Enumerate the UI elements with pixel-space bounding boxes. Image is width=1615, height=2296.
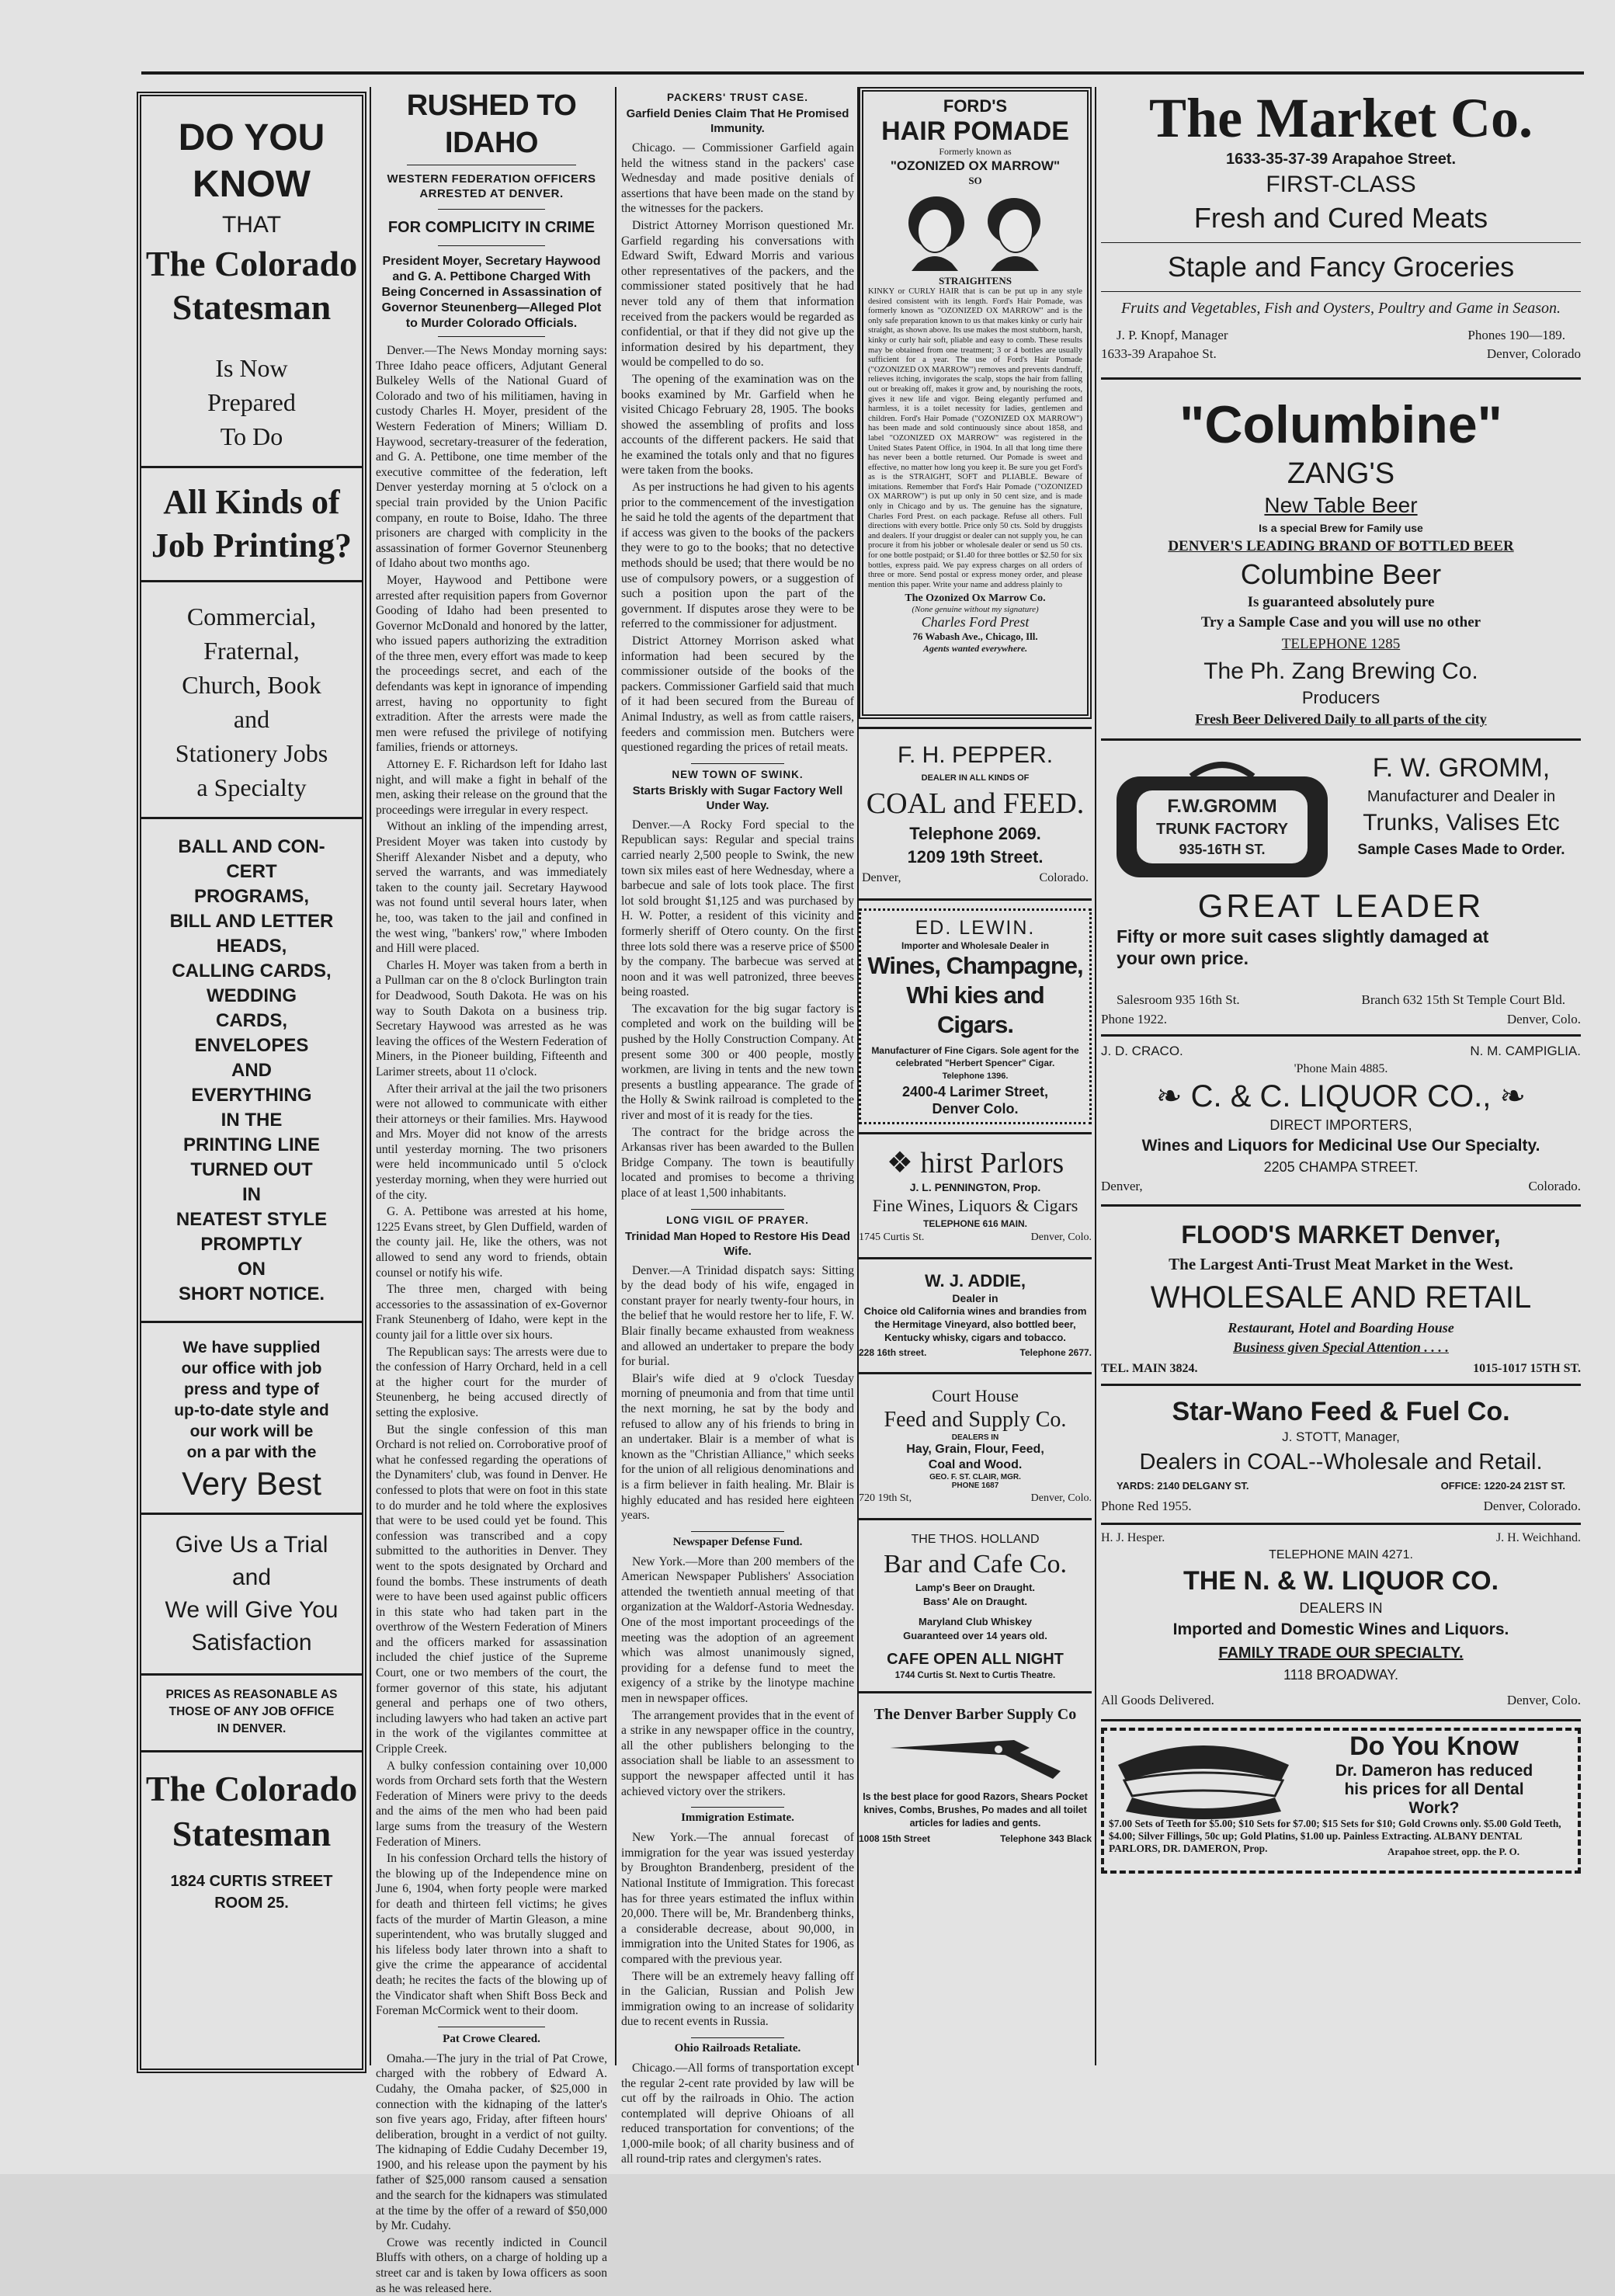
printing-list (141, 835, 362, 1307)
pat-crowe-body (376, 2051, 607, 2296)
court-line-1: Hay, Grain, Flour, Feed, (906, 1443, 1044, 1456)
pepper-ad (859, 737, 1092, 891)
star-manager: J. STOTT, Manager, (1282, 1429, 1400, 1444)
dentures-icon (1110, 1734, 1297, 1819)
cc-title: C. & C. LIQUOR CO., (1190, 1079, 1492, 1113)
flood-restaurant: Restaurant, Hotel and Boarding House (1228, 1320, 1454, 1336)
pepper-dealer: DEALER IN ALL KINDS OF (921, 773, 1030, 783)
nw-dealers: DEALERS IN (1299, 1600, 1383, 1616)
market-phones: Phones 190—189. (1467, 328, 1565, 342)
address-1: 1824 CURTIS STREET (170, 1873, 333, 1890)
dental-body-3: Work? (1408, 1799, 1460, 1817)
thirst-city: Denver, Colo. (1030, 1231, 1092, 1243)
article-rushed-to-idaho (376, 87, 607, 2295)
fords-body: KINKY or CURLY HAIR that is can be put up in any style desired consistent with its length. Ford's Hair Pomade, was formerly known as "OZONIZED OX MARROW" and is the only safe preparation known to us that makes kinky or curly hair straight, as shown above. Its use makes the most stubborn, harsh, kinky or curly hair soft, pliable and easy to comb. These results may be obtained from one treatment; 3 or 4 bottles are usually sufficient for a year. The use of Ford's Hair Pomade ("OZONIZED OX MARROW") removes and prevents dandruff, relieves itching, invigorates the scalp, stops the hair from falling out or breaking off, makes it grow and, by nourishing the roots, gives it new life and vigor. Being elegantly perfumed and harmless, it is a toilet necessity for ladies, gentlemen and children. Ford's Hair Pomade ("OZONIZED OX MARROW") has been made and sold continuously since about 1858, and label "OZONIZED OX MARROW" was registered in the United States Patent Office, in 1904. In all that long time there has never been a bottle returned. Our Pomade is sweet and effective, no matter how long you keep it. Be sure you get Ford's as is the STRAIGHT, SOFT and PLIABLE. Beware of imitations. Remember that Ford's Hair Pomade ("OZONIZED OX MARROW") is put up only in 50 cent size, and is made only in Chicago and by us. The genuine has the signature, Charles Ford Prest. on each package. Refuse all others. Full directions with every bottle. Price only 50 cts. Sold by druggists and dealers. If your druggist or dealer can not supply you, he can procure it from his jobber or wholesale dealer or send us 50 cts. for one bottle postpaid; or $1.40 for three bottles or $2.50 for six bottles, express paid. We pay express charges on all orders of three or more. Send postal or express money order, and please mention this paper. Write your name and address plainly to (868, 287, 1082, 589)
article-paragraph: Without an inkling of the impending arrest, President Moyer was taken into custody by Sheriff Alexander Nisbet and a deputy, who served the warrants, and was immediately taken to the county jail. Secretary Haywood was not found until several hours later, when he, too, was taken to the jail and confined in the west wing, "bankers' row," where Imboden and Hill were placed. (376, 820, 607, 956)
barber-title: The Denver Barber Supply Co (873, 1706, 1077, 1723)
gromm-sample: Sample Cases Made to Order. (1357, 842, 1565, 858)
immigration-head: Immigration Estimate. (681, 1811, 794, 1825)
gromm-branch: Branch 632 15th St Temple Court Bld. (1361, 992, 1565, 1007)
article-paragraph: The excavation for the big sugar factory is completed and work on the building will be pushed by the Holly Construction Company. At present some 300 or 400 people, mostly workmen, are living in tents and the new town presents a bustling appearance. The grade of the Holly & Swink railroad is completed to the river and most of it is ready for the ties. (621, 1002, 854, 1123)
packers-head: PACKERS' TRUST CASE. (667, 92, 808, 103)
statesman-name-2: Statesman (172, 1814, 332, 1853)
court-line-2: Coal and Wood. (928, 1458, 1023, 1471)
printing-list-item: PROMPTLY (200, 1234, 303, 1255)
columbine-beer: Columbine Beer (1240, 558, 1442, 590)
star-title: Star-Wano Feed & Fuel Co. (1172, 1397, 1510, 1426)
article-paragraph: The arrangement provides that in the event of a strike in any newspaper office in the country, all the other publishers belonging to the association shall be liable to an assessment to support the newspaper affected until it has achieved victory over the strikers. (621, 1708, 854, 1798)
printing-list-item: BALL AND CON- (178, 836, 325, 857)
holland-line-2: Bass' Ale on Draught. (922, 1596, 1028, 1607)
article-paragraph: After their arrival at the jail the two prisoners were not allowed to communicate with either their attorneys or their families. Mrs. Haywood and Mrs. Moyer did not know of the arrests until yesterday morning. The two prisoners were held incommunicado until 5 o'clock yesterday morning, when they were hurried out of the city. (376, 1082, 607, 1202)
gromm-name: F. W. GROMM, (1372, 753, 1551, 783)
cc-liquor-ad (1101, 1041, 1581, 1197)
article-paragraph: As per instructions he had given to his agents prior to the commencement of the investigation he said he told the agents of the department that if access was given to the books of the packers they were to go to the books; that no detective methods should be used; that there would be no use of compulsory powers, or a suggestion of such a position upon the part of the government. If disputes arose they were to be referred to the commissioner for adjustment. (621, 481, 854, 631)
printing-list-item: CALLING CARDS, (172, 960, 332, 981)
holland-address: 1744 Curtis St. Next to Curtis Theatre. (894, 1671, 1056, 1680)
zang-company: The Ph. Zang Brewing Co. (1203, 658, 1478, 684)
article-paragraph: A bulky confession containing over 10,000 words from Orchard sets forth that the Western Federation of Miners were privy to the deeds and the aims of the men who had been paid large sums from the treasury of the Western Federation of Miners. (376, 1759, 607, 1849)
lewin-whiskies: Whi kies and (906, 981, 1044, 1009)
body-text (376, 343, 607, 2019)
article-paragraph: The Republican says: The arrests were due to the confession of Harry Orchard, held in a cell at the higher court for the murder of Steunenberg, he being accused directly of setting the explosive. (376, 1345, 607, 1419)
is-now: Is Now (215, 354, 288, 382)
article-paragraph: The opening of the examination was on the books examined by Mr. Garfield when he visited Chicago February 28, 1905. The books showed the assembling of profits and loss accounts of the different packers. He said that he examined the totals only and that no figures were taken from the books. (621, 372, 854, 478)
zang-producers: Producers (1301, 688, 1381, 707)
new-table-beer: New Table Beer (1264, 493, 1418, 517)
printing-list-item: HEADS, (216, 936, 287, 957)
supplied-3: press and type of (184, 1381, 319, 1398)
statesman-name-1: The Colorado (145, 1769, 358, 1808)
deck-1: WESTERN FEDERATION OFFICERS ARRESTED AT DENVER. (387, 172, 596, 200)
lewin-street: 2400-4 Larimer Street, (901, 1084, 1049, 1099)
nw-name-1: H. J. Hesper. (1101, 1531, 1165, 1544)
fraternal: Fraternal, (203, 637, 300, 665)
fords-so: SO (968, 175, 982, 186)
fords-ox: "OZONIZED OX MARROW" (890, 158, 1061, 173)
top-rule (141, 71, 1584, 75)
a-specialty: a Specialty (196, 773, 307, 801)
flood-title: FLOOD'S MARKET Denver, (1181, 1221, 1501, 1249)
nw-title: THE N. & W. LIQUOR CO. (1183, 1566, 1499, 1596)
article-paragraph: There will be an extremely heavy falling off in the Galician, Russian and Polish Jew immigration owing to an increase of solidarity due to recent events in Russia. (621, 1969, 854, 2029)
ads-column-4 (859, 87, 1092, 2063)
star-phone: Phone Red 1955. (1101, 1499, 1192, 1513)
packers-sub: Garfield Denies Claim That He Promised Immunity. (626, 107, 849, 135)
fords-agents: Agents wanted everywhere. (922, 643, 1028, 655)
cc-name-2: N. M. CAMPIGLIA. (1470, 1044, 1581, 1058)
court-mgr: GEO. F. ST. CLAIR, MGR. (929, 1473, 1021, 1481)
barber-tel: Telephone 343 Black (1000, 1833, 1092, 1844)
swink-sub: Starts Briskly with Sugar Factory Well Under Way. (632, 783, 843, 812)
flood-tel: TEL. MAIN 3824. (1101, 1362, 1198, 1375)
printing-list-item: SHORT NOTICE. (178, 1283, 325, 1304)
star-office: OFFICE: 1220-24 21ST ST. (1440, 1480, 1565, 1492)
fords-signature: Charles Ford Prest (921, 614, 1030, 630)
addie-dealer: Dealer in (952, 1292, 999, 1304)
vigil-sub: Trinidad Man Hoped to Restore His Dead Wife. (624, 1229, 851, 1258)
nw-telephone: TELEPHONE MAIN 4271. (1269, 1548, 1413, 1561)
fords-formerly: Formerly known as (939, 146, 1012, 157)
thirst-fine: Fine Wines, Liquors & Cigars (872, 1196, 1078, 1215)
court-dealers: DEALERS IN (951, 1433, 999, 1442)
gromm-ad (1101, 750, 1581, 991)
zang-beer-ad (1101, 394, 1581, 729)
thirst-parlors-ad (859, 1142, 1092, 1249)
fords-title-1: FORD'S (943, 96, 1008, 116)
printing-list-item: TURNED OUT (190, 1159, 313, 1180)
star-city: Denver, Colorado. (1483, 1499, 1581, 1513)
satisfaction: Satisfaction (191, 1630, 312, 1655)
pat-crowe-head: Pat Crowe Cleared. (443, 2032, 540, 2045)
printing-list-item: NEATEST STYLE (175, 1209, 328, 1230)
nw-name-2: J. H. Weichhand. (1495, 1531, 1581, 1544)
article-paragraph: Denver.—The News Monday morning says: Three Idaho peace officers, Adjutant General Bulkeley Wells of the National Guard of Colorado and two of his militiamen, having in custody Charles H. Moyer, president of the Western Federation of Miners; William D. Haywood, secretary-treasurer of the federation, and G. A. Pettibone, one time member of the executive committee of the federation, left Denver yesterday morning at 5 o'clock on a special train provided by the Union Pacific company, en route to Boise, Idaho. The three prisoners are charged with complicity in the assassination of former Governor Steunenberg of Idaho about two months ago. (376, 344, 607, 571)
gromm-mfr: Manufacturer and Dealer in (1367, 788, 1556, 805)
razor-icon (874, 1725, 1076, 1787)
trunk-icon (1106, 753, 1339, 885)
article-paragraph: The three men, charged with being accessories to the assassination of ex-Governor Frank Steunenberg of Idaho, were kept in the county jail for a little over six hours. (376, 1283, 607, 1342)
flood-wholesale: WHOLESALE AND RETAIL (1150, 1280, 1532, 1315)
ads-column-5 (1101, 87, 1581, 2063)
supplied-1: We have supplied (182, 1339, 321, 1356)
star-wano-ad (1101, 1395, 1581, 1518)
ornament-right-icon: ❧ (1499, 1079, 1526, 1113)
printing-list-item: IN THE (221, 1110, 283, 1131)
fords-note: (None genuine without my signature) (912, 605, 1039, 615)
holland-ad (859, 1528, 1092, 1683)
fords-portraits (874, 187, 1076, 271)
article-paragraph: Chicago. — Commissioner Garfield again held the witness stand in the packers' case Wednesday and made positive denials of assertions that have been made on the stand by the witnesses for the packers. (621, 141, 854, 216)
gromm-trunks: Trunks, Valises Etc (1363, 810, 1560, 835)
cc-street: 2205 CHAMPA STREET. (1263, 1159, 1419, 1175)
gromm-price: your own price. (1117, 948, 1249, 968)
to-do: To Do (220, 422, 283, 450)
ornament-left-icon: ❧ (1156, 1079, 1183, 1113)
lewin-city: Denver Colo. (932, 1101, 1019, 1117)
flood-business: Business given Special Attention . . . . (1233, 1339, 1449, 1355)
nw-family: FAMILY TRADE OUR SPECIALTY. (1218, 1645, 1464, 1662)
prices-3: IN DENVER. (217, 1722, 287, 1735)
trunk-label-1: F.W.GROMM (1167, 796, 1277, 817)
statesman-ad (137, 92, 366, 2073)
very-best: Very Best (182, 1465, 321, 1502)
holland-line-4: Guaranteed over 14 years old. (903, 1630, 1047, 1641)
article-paragraph: But the single confession of this man Orchard is not relied on. Corroborative proof of what he confessed regarding the operations of the Dynamiters' club, was found in Denver. He confessed to plots that were on foot in this state to do murder and he told where the explosives that were to be used could yet be found. This confession was transcribed and a copy submitted to the authorities in Denver. They went to the spots designated by Orchard and found the bombs. These instruments of death were to have been used against public officers in this state who had taken part in the overthrow of the Western Federation of Miners and the officers marked for assassination included the chief justice of the Supreme Court, one or two members of the court, the former governor of this state, his adjutant general and perhaps one of two others, including lawyers who had taken an active part in the work of the vigilantes committee at Cripple Creek. (376, 1422, 607, 1756)
article-paragraph: Denver.—A Trinidad dispatch says: Sitting by the dead body of his wife, engaged in constant prayer for nearly twenty-four hours, in the belief that he would restore her to life, F. W. Blair finally became exhausted from weakness and allowed an undertaker to prepare the body for burial. (621, 1263, 854, 1369)
barber-supply-ad (859, 1701, 1092, 1850)
supplied-6: on a par with the (186, 1443, 317, 1461)
stationery-jobs: Stationery Jobs (175, 739, 328, 767)
will-give: We will Give You (165, 1597, 339, 1623)
market-address-2: 1633-39 Arapahoe St. (1101, 346, 1217, 361)
gromm-fifty: Fifty or more suit cases slightly damaged at (1117, 926, 1489, 947)
star-yards: YARDS: 2140 DELGANY ST. (1117, 1480, 1249, 1492)
prepared: Prepared (207, 388, 296, 416)
printing-list-item: IN (242, 1184, 261, 1205)
addie-address: 228 16th street. (859, 1347, 927, 1358)
market-co-ad (1101, 87, 1581, 363)
printing-list-item: PROGRAMS, (193, 886, 309, 907)
woman-portrait-1 (908, 196, 964, 271)
dental-prices: $7.00 Sets of Teeth for $5.00; $10 Sets for $7.00; $15 Sets for $10; Gold Crowns only. $5.00 Gold Teeth, $4.00; Silver Fillings, 50c up; Gold Platins, $1.00 up. Painless Extracting. ALBANY DENTAL PARLORS, DR. DAMERON, Prop. (1109, 1818, 1561, 1854)
pepper-tel: Telephone 2069. (909, 824, 1041, 843)
article-paragraph: New York.—The annual forecast of immigration for the year was issued yesterday by Broughton Brandenberg, president of the National Institute of Immigration. This forecast has for three years estimated the influx within 20,000. There will be, Mr. Brandenberg thinks, a considerable decrease, about 90,000, in immigration into the United States for 1906, as compared with the previous year. (621, 1831, 854, 1966)
article-paragraph: Chicago.—All forms of transportation except the regular 2-cent rate provided by law will be cut off by the railroads in Ohio. The action contemplated will deprive Ohioans of all reduced transportation for conventions; of the 1,000-mile book; of all charity business and of all round-trip rates and clergymen's rates. (621, 2061, 854, 2166)
lewin-ad (859, 908, 1092, 1124)
special-brew: Is a special Brew for Family use (1259, 522, 1423, 534)
court-title-2: Feed and Supply Co. (884, 1408, 1067, 1432)
lewin-importer: Importer and Wholesale Dealer in (901, 940, 1050, 951)
flood-address: 1015-1017 15TH ST. (1473, 1362, 1581, 1375)
give-trial: Give Us a Trial (175, 1532, 328, 1558)
fords-title-2: HAIR POMADE (881, 116, 1069, 146)
fords-company: The Ozonized Ox Marrow Co. (905, 592, 1046, 605)
market-city: Denver, Colorado (1486, 346, 1581, 361)
article-paragraph: Moyer, Haywood and Pettibone were arrested after requisition papers from Governor Gooding of Idaho had been presented to Governor McDonald and honored by the latter, who issued papers authorizing the extradition of the three men, every effort was made to keep the proceedings secret, and each of the defendants was kept in ignorance of impending arrest, having no opportunity to fight extradition. After the arrests were made the men were refused the privilege of notifying families, friends or attorneys. (376, 573, 607, 755)
article-paragraph: District Attorney Morrison questioned Mr. Garfield regarding his conversations with Edward Swift, Edward Morris and various other representatives of the packers, and the commissioner stated positively that he had never told any of them that information received from the packers would be regarded as confidential, or that if they did not give up the information desired by his department, they would be compelled to do so. (621, 218, 854, 370)
article-paragraph: Crowe was recently indicted in Council Bluffs with others, on a charge of holding up a street car and is taken by Iowa officers as soon as he was released here. (376, 2235, 607, 2295)
article-paragraph: Blair's wife died at 9 o'clock Tuesday morning of pneumonia and from that time until the next morning, he sat by the body and refused to allow any of his friends to bring in an undertaker. Blair is a member of what is known as the "Christian Alliance," which seeks for the union of all religious denominations and is a firm believer in faith healing. Mr. Blair is highly educated and has resided here eighteen years. (621, 1371, 854, 1523)
church-book: Church, Book (182, 671, 321, 699)
statesman: Statesman (172, 287, 332, 327)
printing-list-item: CARDS, (215, 1010, 287, 1031)
article-paragraph: The contract for the bridge across the Arkansas river has been awarded to the Bullen Bridge Company. The town is beautifully located and promises to become a thriving place of at least 1,500 inhabitants. (621, 1125, 854, 1200)
article-paragraph: G. A. Pettibone was arrested at his home, 1225 Evans street, by Glen Duffield, warden of the county jail. He, like the others, was not allowed to send any word to friends, obtain counsel or notify his wife. (376, 1205, 607, 1280)
pepper-city: Denver, (862, 871, 901, 884)
cc-phone: 'Phone Main 4885. (1294, 1062, 1388, 1075)
deck-2: FOR COMPLICITY IN CRIME (387, 219, 596, 236)
great-leader: GREAT LEADER (1197, 887, 1485, 924)
columbine-title: "Columbine" (1179, 395, 1502, 454)
barber-body: Is the best place for good Razors, Shears Pocket knives, Combs, Brushes, Po mades and all toilet articles for ladies and gents. (863, 1791, 1088, 1829)
cc-name-1: J. D. CRACO. (1101, 1044, 1183, 1058)
printing-list-item: AND (231, 1060, 272, 1081)
woman-portrait-2 (988, 198, 1040, 271)
floods-market-ad (1101, 1217, 1581, 1381)
dental-title: Do You Know (1349, 1732, 1519, 1761)
court-house-ad (859, 1382, 1092, 1510)
ohio-head: Ohio Railroads Retaliate. (674, 2041, 801, 2055)
holland-title-1: THE THOS. HOLLAND (911, 1533, 1040, 1546)
pepper-title: COAL and FEED. (866, 787, 1085, 820)
court-address: 720 19th St, (859, 1492, 912, 1504)
thirst-title: hirst Parlors (920, 1147, 1065, 1179)
gromm-phone: Phone 1922. (1101, 1012, 1167, 1026)
lewin-mfr: Manufacturer of Fine Cigars. Sole agent for the celebrated "Herbert Spencer" Cigar. (871, 1045, 1079, 1068)
market-first-class: FIRST-CLASS (1266, 172, 1416, 197)
job-printing: Job Printing? (151, 526, 352, 564)
dental-address: Arapahoe street, opp. the P. O. (1387, 1846, 1520, 1857)
thirst-prop: J. L. PENNINGTON, Prop. (909, 1181, 1041, 1193)
star-dealers: Dealers in COAL--Wholesale and Retail. (1139, 1450, 1543, 1475)
market-meats: Fresh and Cured Meats (1193, 202, 1488, 234)
market-title: The Market Co. (1149, 87, 1533, 149)
market-fruits: Fruits and Vegetables, Fish and Oysters, Poultry and Game in Season. (1120, 300, 1561, 317)
address-2: ROOM 25. (214, 1895, 289, 1912)
and-1: and (233, 705, 270, 733)
printing-list-item: CERT (226, 861, 277, 882)
cc-wines: Wines and Liquors for Medicinal Use Our Specialty. (1141, 1137, 1540, 1155)
holland-line-3: Maryland Club Whiskey (919, 1616, 1032, 1627)
thirst-address: 1745 Curtis St. (859, 1231, 925, 1243)
do-you: DO YOU (178, 117, 325, 158)
pepper-name: F. H. PEPPER. (897, 742, 1054, 768)
article-paragraph: In his confession Orchard tells the history of the blowing up of the Independence mine on June 6, 1904, when forty people were marked for death and thirteen fell victims; he gives facts of the murder of Martin Gleason, a mine superintendent, who was brutally slugged and his lifeless body later thrown into a shaft to give the crime the appearance of accidental death; he recites the facts of the blowing up of the Vindicator shaft when Shift Boss Beck and Foreman McCormick went to their doom. (376, 1852, 607, 2018)
court-city: Denver, Colo. (1030, 1492, 1092, 1504)
barber-address: 1008 15th Street (859, 1833, 931, 1844)
nw-imported: Imported and Domestic Wines and Liquors. (1172, 1620, 1509, 1638)
addie-tel: Telephone 2677. (1019, 1347, 1092, 1358)
know: KNOW (193, 164, 311, 205)
supplied-4: up-to-date style and (174, 1402, 329, 1419)
zangs: ZANG'S (1287, 457, 1395, 490)
flood-largest: The Largest Anti-Trust Meat Market in the West. (1169, 1255, 1513, 1273)
printing-list-item: ON (238, 1259, 266, 1280)
dental-ad (1101, 1728, 1581, 1874)
supplied-2: our office with job (181, 1360, 322, 1377)
trunk-label-3: 935-16TH ST. (1179, 842, 1266, 857)
market-groceries: Staple and Fancy Groceries (1167, 251, 1515, 283)
article-paragraph: Charles H. Moyer was taken from a berth in a Pullman car on the 8 o'clock Burlington train for Deadwood, South Dakota. He was on his way to South Dakota on a business trip. Secretary Haywood was arrested as he was leaving the offices of the Western Federation of Miners, in the Pioneer building, Fifteenth and Larimer streets, about 11 o'clock. (376, 958, 607, 1079)
fords-address: 76 Wabash Ave., Chicago, Ill. (912, 630, 1038, 643)
market-manager: J. P. Knopf, Manager (1117, 328, 1228, 342)
printing-list-item: WEDDING (207, 985, 297, 1006)
cc-state: Colorado. (1528, 1179, 1581, 1193)
cc-city: Denver, (1101, 1179, 1143, 1193)
leading-brand: DENVER'S LEADING BRAND OF BOTTLED BEER (1168, 538, 1514, 554)
all-kinds-of: All Kinds of (163, 483, 340, 521)
trunk-label-2: TRUNK FACTORY (1156, 821, 1288, 838)
defense-head: Newspaper Defense Fund. (672, 1535, 803, 1548)
nw-liquor-ad (1101, 1530, 1581, 1716)
pepper-street: 1209 19th Street. (907, 847, 1044, 867)
guaranteed-pure: Is guaranteed absolutely pure (1247, 594, 1435, 610)
summary: President Moyer, Secretary Haywood and G. A. Pettibone Charged With Being Concerned in Assassination of Governor Steunenberg—Alleged Plot to Murder Colorado Officials. (381, 255, 602, 330)
article-paragraph: Denver.—A Rocky Ford special to the Republican says: Regular and special trains carried nearly 2,500 people to Swink, the new town six miles east of here Wednesday, where a barbecue and sale of lots took place. The first lot sold brought $1,125 and was purchased by H. W. Potter, a resident of this vicinity and formerly sheriff of Otero county. On the first three lots sold there was a reserve price of $500 by the company. The barbecue was served at noon and it was well patronized, three beeves being roasted. (621, 818, 854, 999)
article-paragraph: Attorney E. F. Richardson left for Idaho last night, and will make a fight in behalf of the men, asking their release on the ground that the proceedings were irregular in every respect. (376, 758, 607, 817)
holland-line-1: Lamp's Beer on Draught. (915, 1582, 1036, 1593)
lewin-wines: Wines, Champagne, (867, 952, 1083, 979)
court-phone: PHONE 1687 (951, 1481, 999, 1490)
prices-1: PRICES AS REASONABLE AS (165, 1688, 338, 1701)
lewin-tel: Telephone 1396. (942, 1072, 1009, 1081)
holland-cafe: CAFE OPEN ALL NIGHT (887, 1651, 1064, 1668)
vigil-head: LONG VIGIL OF PRAYER. (666, 1214, 809, 1226)
nw-address: 1118 BROADWAY. (1283, 1667, 1399, 1683)
article-paragraph: District Attorney Morrison asked what information had been secured by the commissioner outside of the books of the packers. Commissioner Garfield said that much of it had been secured from the Bureau of Animal Industry, as well as from cattle raisers, feeders and commission men. Butchers were questioned regarding the prices of retail meats. (621, 634, 854, 755)
and-2: and (231, 1565, 272, 1590)
the-colorado: The Colorado (145, 244, 358, 283)
market-address: 1633-35-37-39 Arapahoe Street. (1225, 151, 1457, 168)
printing-list-item: BILL AND LETTER (169, 911, 334, 932)
addie-ad (859, 1267, 1092, 1364)
holland-title-2: Bar and Cafe Co. (883, 1550, 1068, 1579)
printing-list-item: ENVELOPES (194, 1035, 309, 1056)
pepper-state: Colorado. (1039, 871, 1089, 884)
addie-body: Choice old California wines and brandies from the Hermitage Vineyard, also bottled beer, Kentucky whisky, cigars and tobacco. (863, 1305, 1087, 1343)
zang-telephone: TELEPHONE 1285 (1281, 636, 1401, 652)
news-column (621, 87, 854, 2166)
dental-body-1: Dr. Dameron has reduced (1335, 1762, 1533, 1780)
court-title-1: Court House (932, 1386, 1019, 1405)
thirst-tel: TELEPHONE 616 MAIN. (922, 1218, 1028, 1229)
article-paragraph: Omaha.—The jury in the trial of Pat Crowe, charged with the robbery of Edward A. Cudahy, the Omaha packer, of $25,000 in connection with the kidnaping of the latter's son five years ago, Friday, after fifteen hours' deliberation, brought in a verdict of not guilty. The kidnaping of Eddie Cudahy December 19, 1900, and his release upon the payment by his father of $25,000 ransom caused a sensation and the search for the kidnapers was stimulated at the time by the offer of a reward of $50,000 by Mr. Cudahy. (376, 2051, 607, 2233)
swink-head: NEW TOWN OF SWINK. (672, 768, 804, 780)
ornament-icon: ❖ (886, 1147, 913, 1179)
addie-name: W. J. ADDIE, (925, 1271, 1026, 1290)
that: THAT (221, 212, 282, 238)
nw-delivered: All Goods Delivered. (1101, 1693, 1214, 1707)
printing-list-item: EVERYTHING (191, 1085, 312, 1106)
gromm-salesroom: Salesroom 935 16th St. (1117, 992, 1240, 1007)
supplied-5: our work will be (189, 1422, 314, 1440)
gromm-city: Denver, Colo. (1506, 1012, 1581, 1026)
printing-list-item: PRINTING LINE (182, 1134, 320, 1155)
fords-straightens: STRAIGHTENS (939, 275, 1012, 287)
nw-city: Denver, Colo. (1506, 1693, 1581, 1707)
lewin-name: ED. LEWIN. (915, 917, 1036, 939)
dental-body-2: his prices for all Dental (1344, 1780, 1524, 1798)
fords-pomade-ad (859, 87, 1092, 719)
lewin-cigars: Cigars. (936, 1011, 1014, 1038)
headline: RUSHED TO IDAHO (406, 89, 577, 159)
try-sample: Try a Sample Case and you will use no other (1200, 614, 1481, 630)
cc-importers: DIRECT IMPORTERS, (1269, 1117, 1412, 1133)
commercial: Commercial, (186, 603, 317, 630)
fresh-beer: Fresh Beer Delivered Daily to all parts of the city (1195, 711, 1487, 727)
article-paragraph: New York.—More than 200 members of the American Newspaper Publishers' Association attended the twentieth annual meeting of that organization at the Waldorf-Astoria Wednesday. One of the most important proceedings of the meeting was the adoption of an agreement which was almost unanimously signed, providing for a defense fund to meet the exigency of a strike by the linotype machine men in newspaper offices. (621, 1554, 854, 1706)
prices-2: THOSE OF ANY JOB OFFICE (168, 1705, 335, 1718)
